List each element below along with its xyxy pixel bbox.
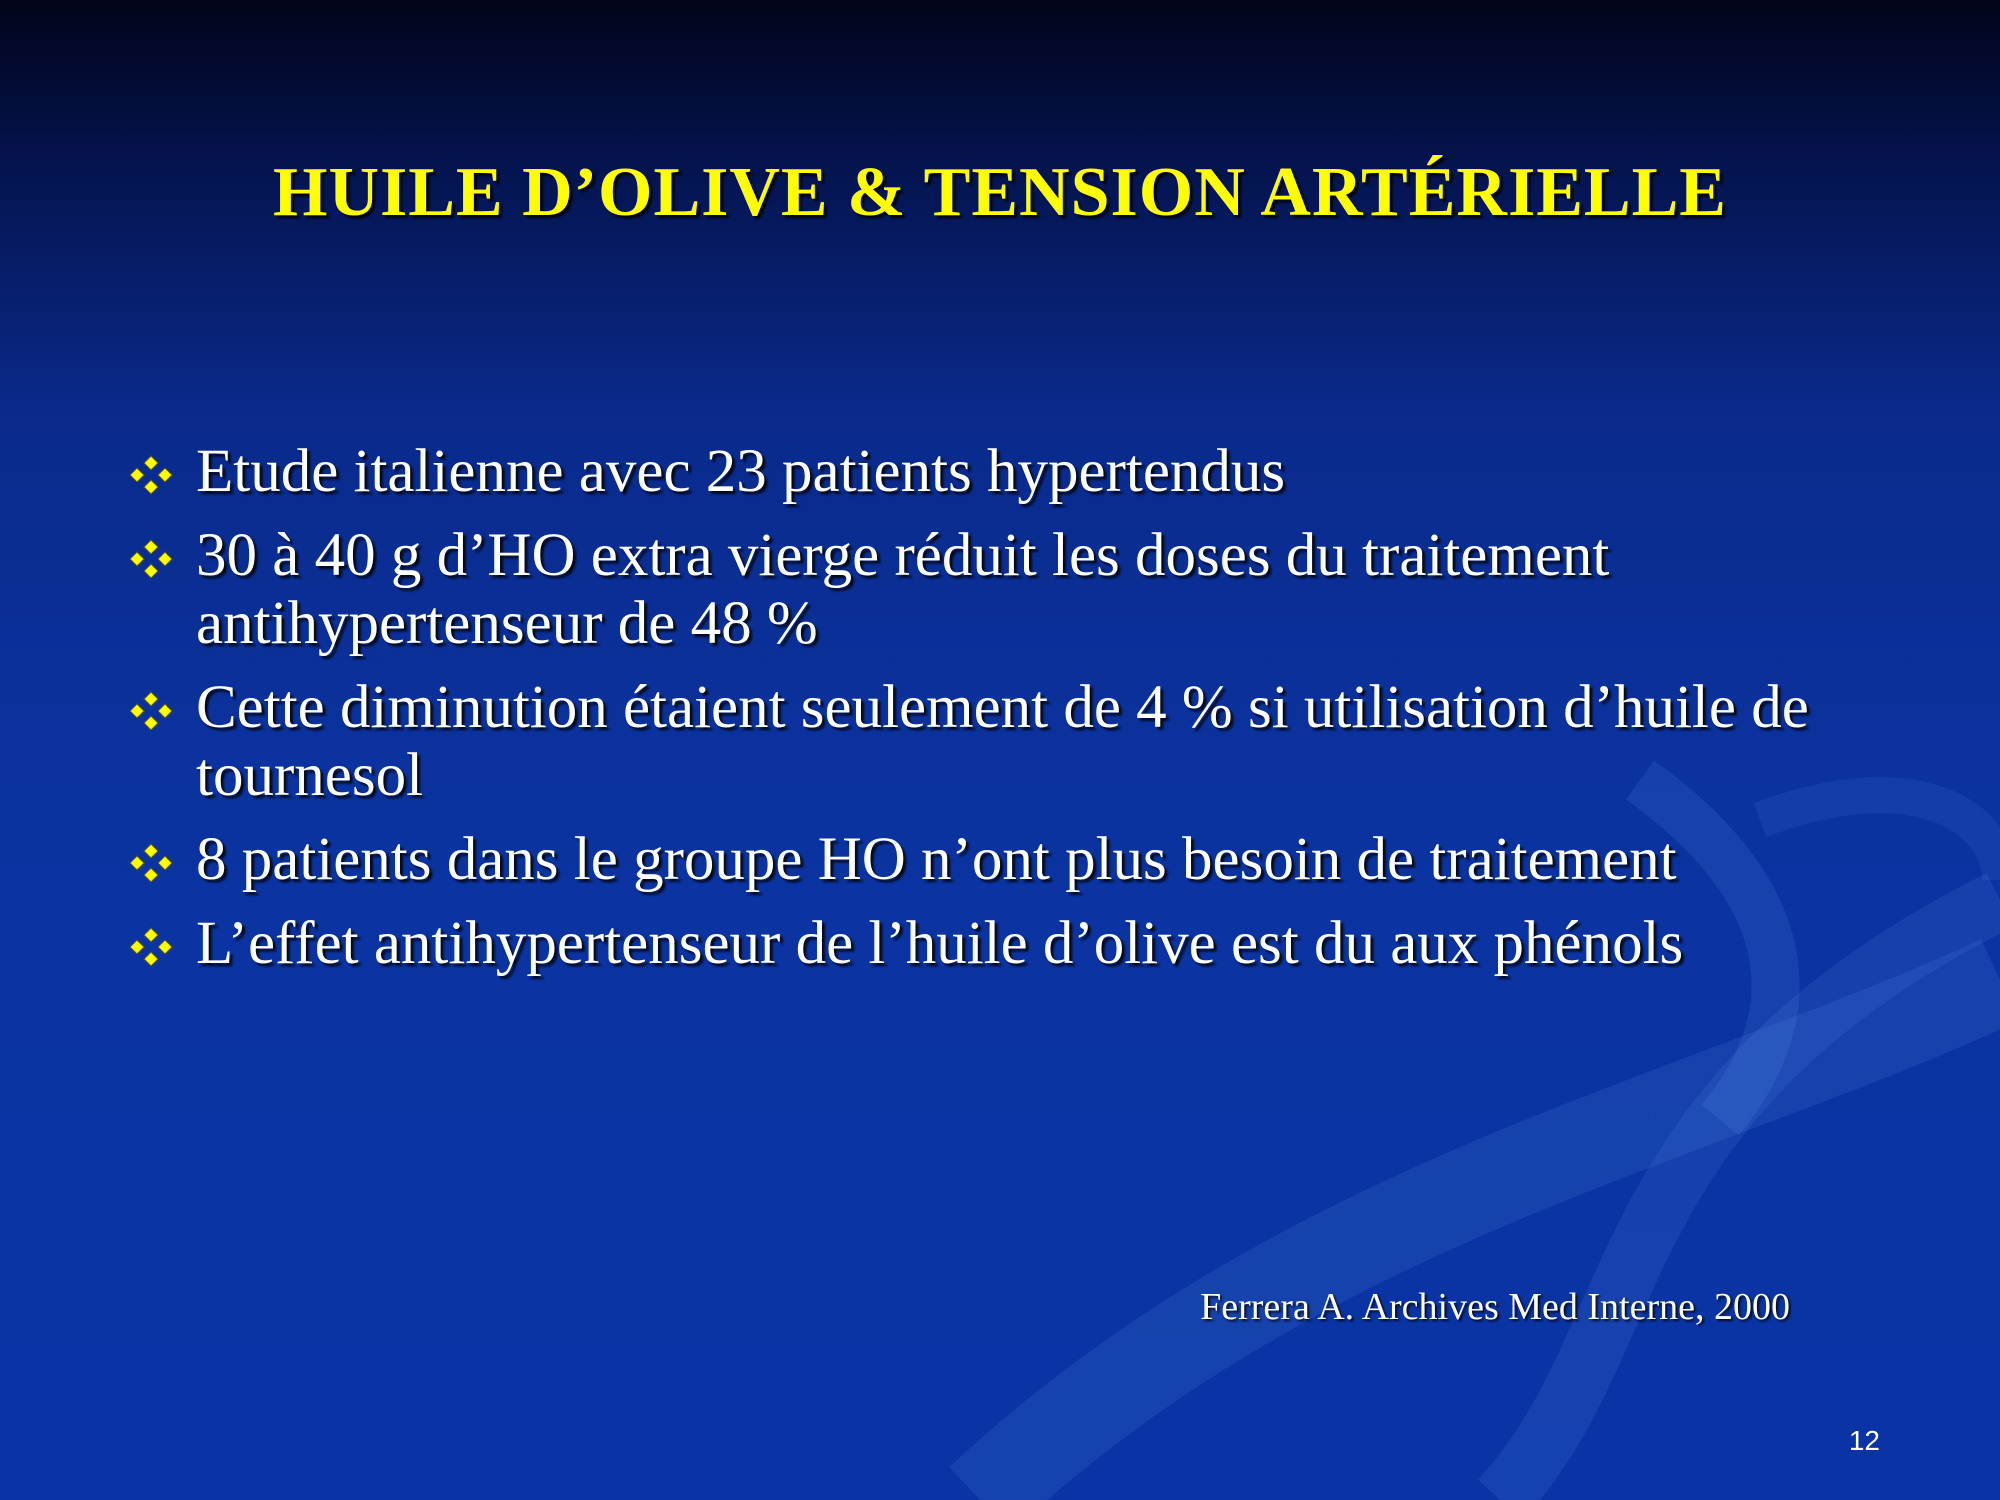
bullet-list	[120, 438, 1880, 994]
four-diamond-bullet-icon	[126, 843, 176, 883]
four-diamond-bullet-icon	[126, 927, 176, 967]
bullet-text: 30 à 40 g d’HO extra vierge réduit les doses du traitement antihypertenseur de 48 %	[196, 522, 1610, 657]
page-number: 12	[1848, 1425, 1880, 1456]
bullet-item	[120, 438, 1880, 506]
bullet-item	[120, 674, 1880, 810]
slide-title: HUILE D’OLIVE & TENSION ARTÉRIELLE	[273, 154, 1727, 231]
bullet-item	[120, 826, 1880, 894]
bullet-item	[120, 522, 1880, 658]
bullet-text: 8 patients dans le groupe HO n’ont plus besoin de traitement	[196, 826, 1677, 893]
four-diamond-bullet-icon	[126, 691, 176, 731]
four-diamond-bullet-icon	[126, 539, 176, 579]
bullet-item	[120, 910, 1880, 978]
citation: Ferrera A. Archives Med Interne, 2000	[1200, 1286, 1790, 1328]
four-diamond-bullet-icon	[126, 455, 176, 495]
bullet-text: Cette diminution étaient seulement de 4 % si utilisation d’huile de tournesol	[196, 674, 1809, 809]
bullet-text: L’effet antihypertenseur de l’huile d’olive est du aux phénols	[196, 910, 1684, 977]
bullet-text: Etude italienne avec 23 patients hypertendus	[196, 438, 1286, 505]
